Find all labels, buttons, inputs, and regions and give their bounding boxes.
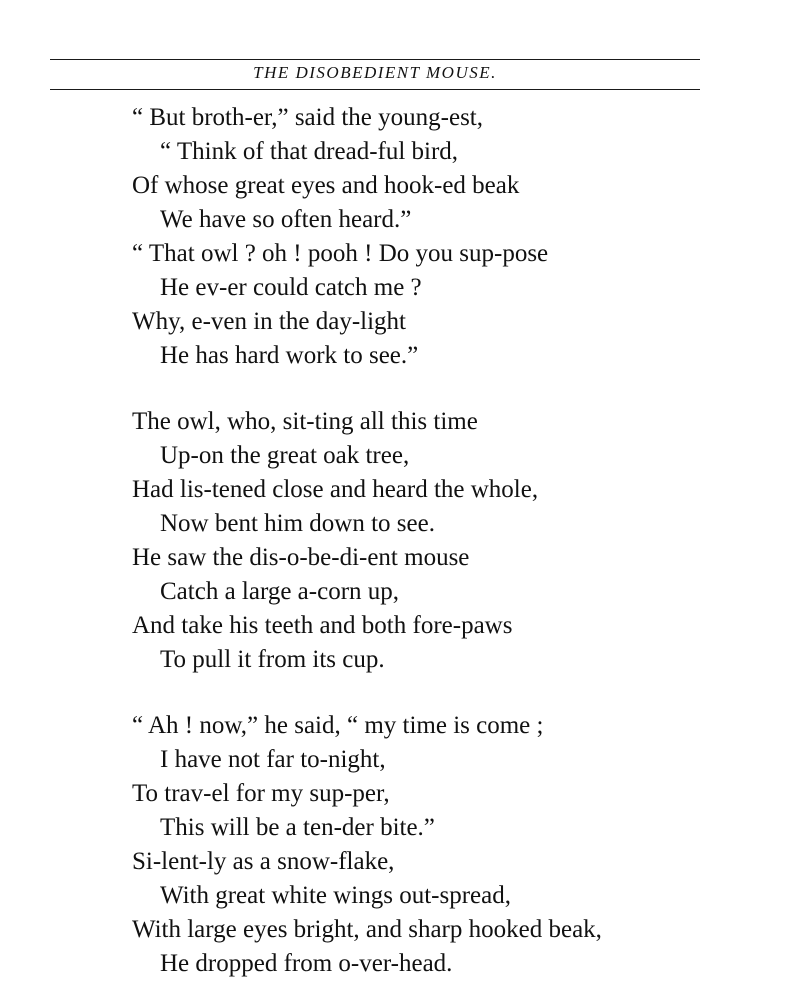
poem-line: Up-on the great oak tree, bbox=[160, 442, 410, 469]
stanza-2 bbox=[132, 405, 692, 677]
poem-line: He ev-er could catch me ? bbox=[160, 274, 422, 301]
poem-line: To pull it from its cup. bbox=[160, 646, 385, 673]
stanza-3 bbox=[132, 709, 692, 981]
poem-line: Now bent him down to see. bbox=[160, 510, 435, 537]
poem-line: To trav-el for my sup-per, bbox=[132, 780, 390, 807]
header-rule-top bbox=[50, 59, 700, 60]
poem-line: He saw the dis-o-be-di-ent mouse bbox=[132, 544, 470, 571]
header-rule-bottom bbox=[50, 89, 700, 90]
poem-line: Had lis-tened close and heard the whole, bbox=[132, 476, 539, 503]
poem-line: Of whose great eyes and hook-ed beak bbox=[132, 172, 520, 199]
poem-line: We have so often heard.” bbox=[160, 206, 412, 233]
poem-line: Si-lent-ly as a snow-flake, bbox=[132, 848, 395, 875]
poem-line: He has hard work to see.” bbox=[160, 342, 419, 369]
poem-line: I have not far to-night, bbox=[160, 746, 386, 773]
poem-line: Catch a large a-corn up, bbox=[160, 578, 400, 605]
poem-line: “ That owl ? oh ! pooh ! Do you sup-pose bbox=[132, 240, 549, 267]
poem-line: “ But broth-er,” said the young-est, bbox=[132, 104, 483, 131]
poem-line: With large eyes bright, and sharp hooked beak, bbox=[132, 916, 602, 943]
poem-line: The owl, who, sit-ting all this time bbox=[132, 408, 478, 435]
stanza-1 bbox=[132, 101, 692, 373]
poem-line: “ Ah ! now,” he said, “ my time is come ; bbox=[132, 712, 544, 739]
poem-line: Why, e-ven in the day-light bbox=[132, 308, 406, 335]
poem-line: “ Think of that dread-ful bird, bbox=[160, 138, 459, 165]
poem-line: With great white wings out-spread, bbox=[160, 882, 511, 909]
poem-line: He dropped from o-ver-head. bbox=[160, 950, 453, 977]
poem-line: And take his teeth and both fore-paws bbox=[132, 612, 513, 639]
poem-line: This will be a ten-der bite.” bbox=[160, 814, 435, 841]
running-head: THE DISOBEDIENT MOUSE. bbox=[253, 63, 497, 82]
